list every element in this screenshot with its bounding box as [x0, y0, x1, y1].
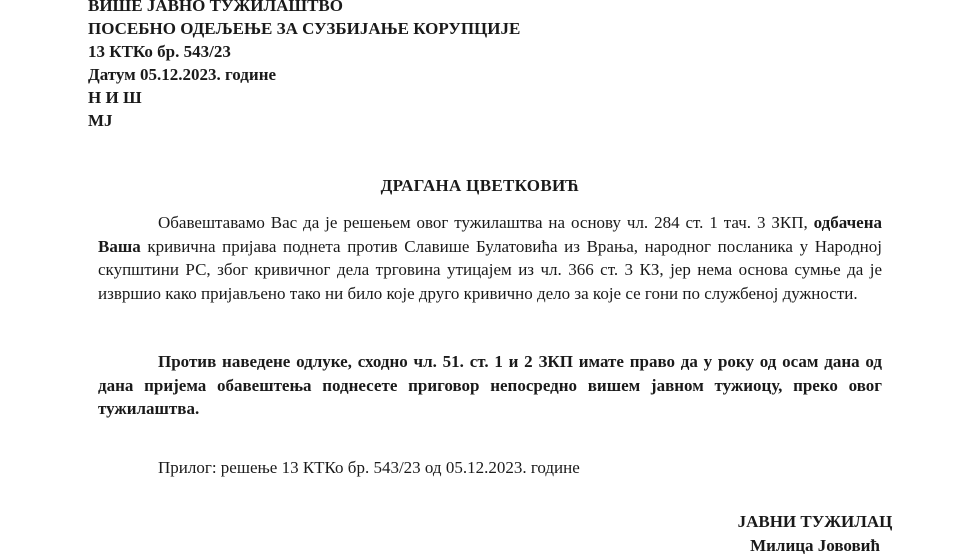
city-name: Н И Ш [88, 88, 142, 107]
institution-name: ВИШЕ ЈАВНО ТУЖИЛАШТВО [88, 0, 343, 15]
attachment-line: Прилог: решење 13 КТКо бр. 543/23 од 05.12.2023. године [158, 458, 580, 477]
department-name: ПОСЕБНО ОДЕЉЕЊЕ ЗА СУЗБИЈАЊЕ КОРУПЦИЈЕ [88, 19, 521, 38]
paragraph1-bold-phrase: одбачена Ваша [98, 213, 882, 256]
appeal-text: Против наведене одлуке, сходно чл. 51. ст. 1 и 2 ЗКП имате право да у року од осам дана од дана пријема обавештења поднесете приговор непосредно вишем јавном тужиоцу, преко овог тужилаштва. [98, 352, 882, 418]
signature-block [680, 510, 950, 558]
document-date: Датум 05.12.2023. године [88, 65, 277, 84]
author-initials: МЈ [88, 111, 113, 130]
recipient-name: ДРАГАНА ЦВЕТКОВИЋ [380, 176, 580, 195]
notification-paragraph [98, 211, 882, 305]
signatory-title: ЈАВНИ ТУЖИЛАЦ [737, 512, 893, 531]
paragraph1-text-start: Обавештавамо Вас да је решењем овог тужилаштва на основу чл. 284 ст. 1 тач. 3 ЗКП, [158, 213, 808, 232]
paragraph1-text-end: кривична пријава поднета против Славише Булатовића из Врања, народног посланика у Народној скупштини РС, због кривичног дела трговина утицајем из чл. 366 ст. 3 КЗ, јер нема основа сумње да је извршио како пријављено тако ни било које друго кривично дело за које се гони по службеној дужности. [98, 236, 882, 303]
case-number: 13 КТКо бр. 543/23 [88, 42, 231, 61]
signatory-name: Милица Јововић [750, 536, 880, 555]
document-header [88, 0, 520, 132]
appeal-paragraph [98, 350, 882, 421]
